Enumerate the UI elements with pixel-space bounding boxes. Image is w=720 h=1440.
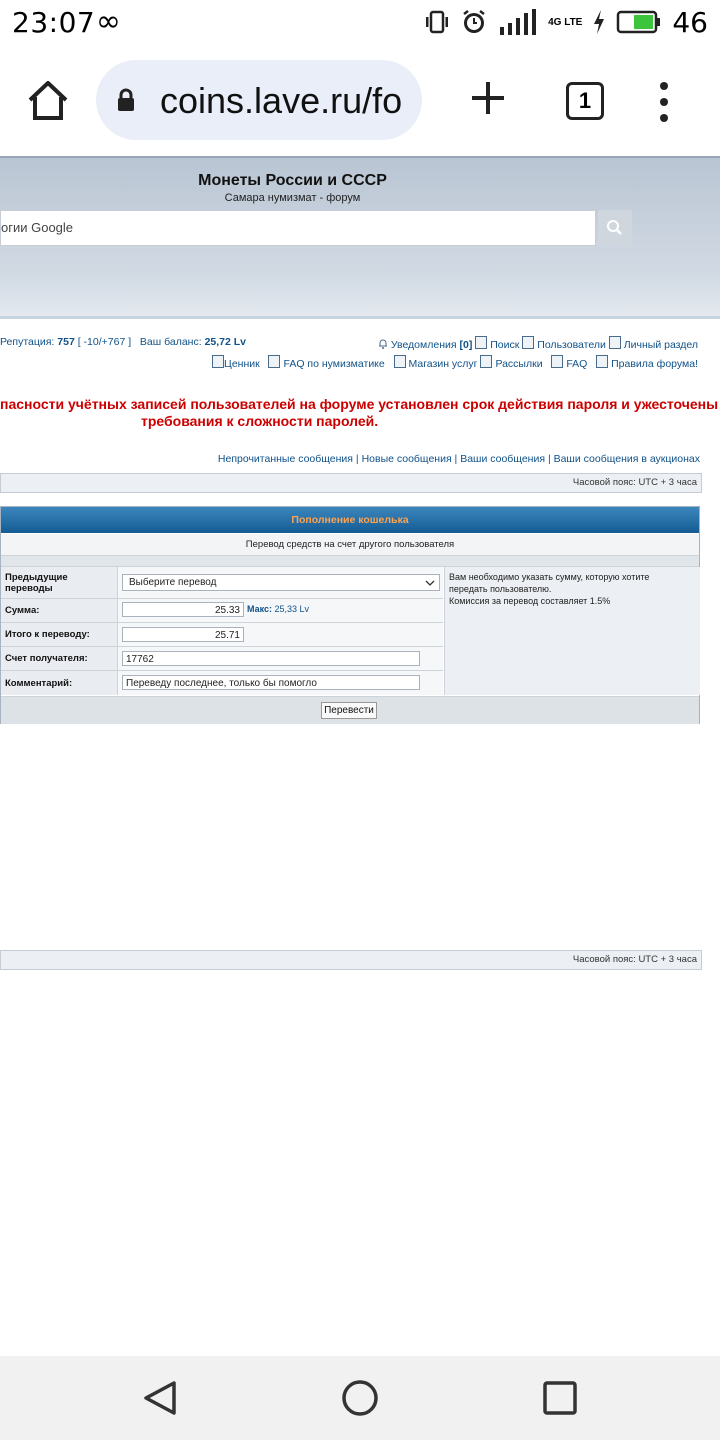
battery-level: 46	[672, 5, 708, 39]
url-bar[interactable]	[96, 60, 422, 140]
prev-transfers-label: Предыдущие переводы	[5, 572, 68, 594]
home-nav-icon[interactable]	[340, 1378, 380, 1418]
users-link[interactable]: Пользователи	[522, 339, 606, 351]
prev-transfers-row	[1, 567, 443, 599]
battery-icon	[616, 10, 662, 34]
user-menu	[378, 336, 698, 351]
prev-transfers-value: Выберите перевод	[129, 577, 217, 588]
bell-icon	[378, 338, 388, 349]
system-nav-bar	[0, 1356, 720, 1440]
status-bar	[0, 0, 720, 44]
overflow-menu-icon[interactable]	[656, 82, 672, 122]
auction-messages-link[interactable]: Ваши сообщения в аукционах	[553, 453, 700, 465]
alarm-icon	[460, 8, 488, 36]
search-icon	[598, 210, 632, 246]
charging-icon	[592, 9, 606, 35]
search-button[interactable]	[598, 210, 632, 246]
recents-icon[interactable]	[542, 1380, 578, 1416]
panel-footer	[1, 696, 699, 724]
notice-line-1: пасности учётных записей пользователей на форуме установлен срок действия пароля и ужесточены	[0, 396, 719, 412]
notice-line-2: требования к сложности паролей.	[141, 413, 379, 429]
site-header	[0, 156, 720, 316]
faq-link[interactable]: FAQ	[551, 358, 587, 370]
help-text	[444, 567, 700, 695]
help-icon	[268, 355, 280, 368]
new-tab-icon[interactable]	[468, 78, 508, 118]
search-link[interactable]: Поиск	[475, 339, 519, 351]
home-icon[interactable]	[26, 78, 70, 122]
total-output: 25.71	[122, 627, 244, 642]
wallet-subtitle: Перевод средств на счет другого пользователя	[1, 534, 699, 556]
search-icon	[475, 336, 487, 349]
signal-icon	[498, 9, 538, 35]
timezone-bar	[0, 473, 702, 493]
tab-switcher-button[interactable]: 1	[566, 82, 604, 120]
timezone-text: Часовой пояс: UTC + 3 часа	[572, 477, 697, 488]
total-row	[1, 623, 443, 647]
max-amount	[247, 604, 309, 614]
reputation-value[interactable]: 757	[57, 336, 75, 348]
vibrate-icon	[424, 9, 450, 35]
comment-label: Комментарий:	[5, 678, 73, 689]
newsletter-icon	[480, 355, 492, 368]
help-line-3: Комиссия за перевод составляет 1.5%	[449, 596, 611, 606]
balance-value[interactable]: 25,72 Lv	[204, 336, 247, 348]
back-icon[interactable]	[142, 1380, 178, 1416]
comment-row	[1, 671, 443, 695]
numismatics-faq-link[interactable]: FAQ по нумизматике	[268, 358, 384, 370]
sum-row	[1, 599, 443, 623]
header-divider	[0, 316, 720, 319]
timezone-bar-bottom	[0, 950, 702, 970]
personal-section-link[interactable]: Личный раздел	[609, 339, 698, 351]
users-icon	[522, 336, 534, 349]
notifications-link[interactable]: Уведомления [0]	[378, 339, 475, 351]
your-messages-link[interactable]: Ваши сообщения	[460, 453, 546, 465]
help-icon	[551, 355, 563, 368]
shop-icon	[394, 355, 406, 368]
transfer-button[interactable]: Перевести	[321, 702, 377, 719]
balance-label: Ваш баланс:	[139, 336, 202, 348]
timezone-text-bottom: Часовой пояс: UTC + 3 часа	[572, 954, 697, 965]
max-value: 25,33 Lv	[274, 604, 310, 614]
message-links: Непрочитанные сообщения | Новые сообщения | Ваши сообщения | Ваши сообщения в аукционах	[217, 453, 700, 465]
status-icons	[424, 6, 708, 38]
network-type: 4G LTE	[548, 16, 583, 28]
sum-input[interactable]: 25.33	[122, 602, 244, 617]
google-search-input[interactable]	[0, 210, 596, 246]
url-text: coins.lave.ru/fo	[160, 80, 403, 121]
sum-label: Сумма:	[5, 605, 40, 616]
services-shop-link[interactable]: Магазин услуг	[394, 358, 478, 370]
total-label: Итого к переводу:	[5, 629, 90, 640]
chevron-down-icon	[425, 579, 435, 587]
browser-toolbar	[0, 44, 720, 156]
site-title[interactable]: Монеты России и СССР	[198, 172, 387, 189]
lock-icon	[116, 88, 136, 112]
list-icon	[212, 355, 224, 368]
recipient-account-input[interactable]: 17762	[122, 651, 420, 666]
max-label: Макс:	[247, 604, 273, 614]
unread-messages-link[interactable]: Непрочитанные сообщения	[217, 453, 353, 465]
panel-spacer	[1, 556, 699, 567]
reputation-label: Репутация:	[0, 336, 55, 348]
warning-icon	[596, 355, 608, 368]
status-time: 23:07	[12, 6, 96, 39]
site-subtitle: Самара нумизмат - форум	[224, 192, 361, 204]
forum-menu	[212, 355, 698, 370]
account-row	[1, 647, 443, 671]
comment-input[interactable]: Переведу последнее, только бы помогло	[122, 675, 420, 690]
user-icon	[609, 336, 621, 349]
infinity-icon: ∞	[96, 4, 121, 39]
reputation-delta: [ -10/+767 ]	[77, 336, 132, 348]
user-info	[0, 336, 246, 348]
wallet-title: Пополнение кошелька	[1, 507, 699, 533]
prev-transfers-select[interactable]	[122, 574, 440, 591]
account-label: Счет получателя:	[5, 653, 88, 664]
wallet-panel	[0, 506, 700, 724]
forum-rules-link[interactable]: Правила форума!	[596, 358, 698, 370]
mailings-link[interactable]: Рассылки	[480, 358, 542, 370]
help-line-2: передать пользователю.	[449, 584, 552, 594]
search-placeholder: огии Google	[1, 220, 74, 235]
price-list-link[interactable]: Ценник	[212, 358, 260, 370]
new-messages-link[interactable]: Новые сообщения	[361, 453, 452, 465]
help-line-1: Вам необходимо указать сумму, которую хотите	[449, 572, 650, 582]
